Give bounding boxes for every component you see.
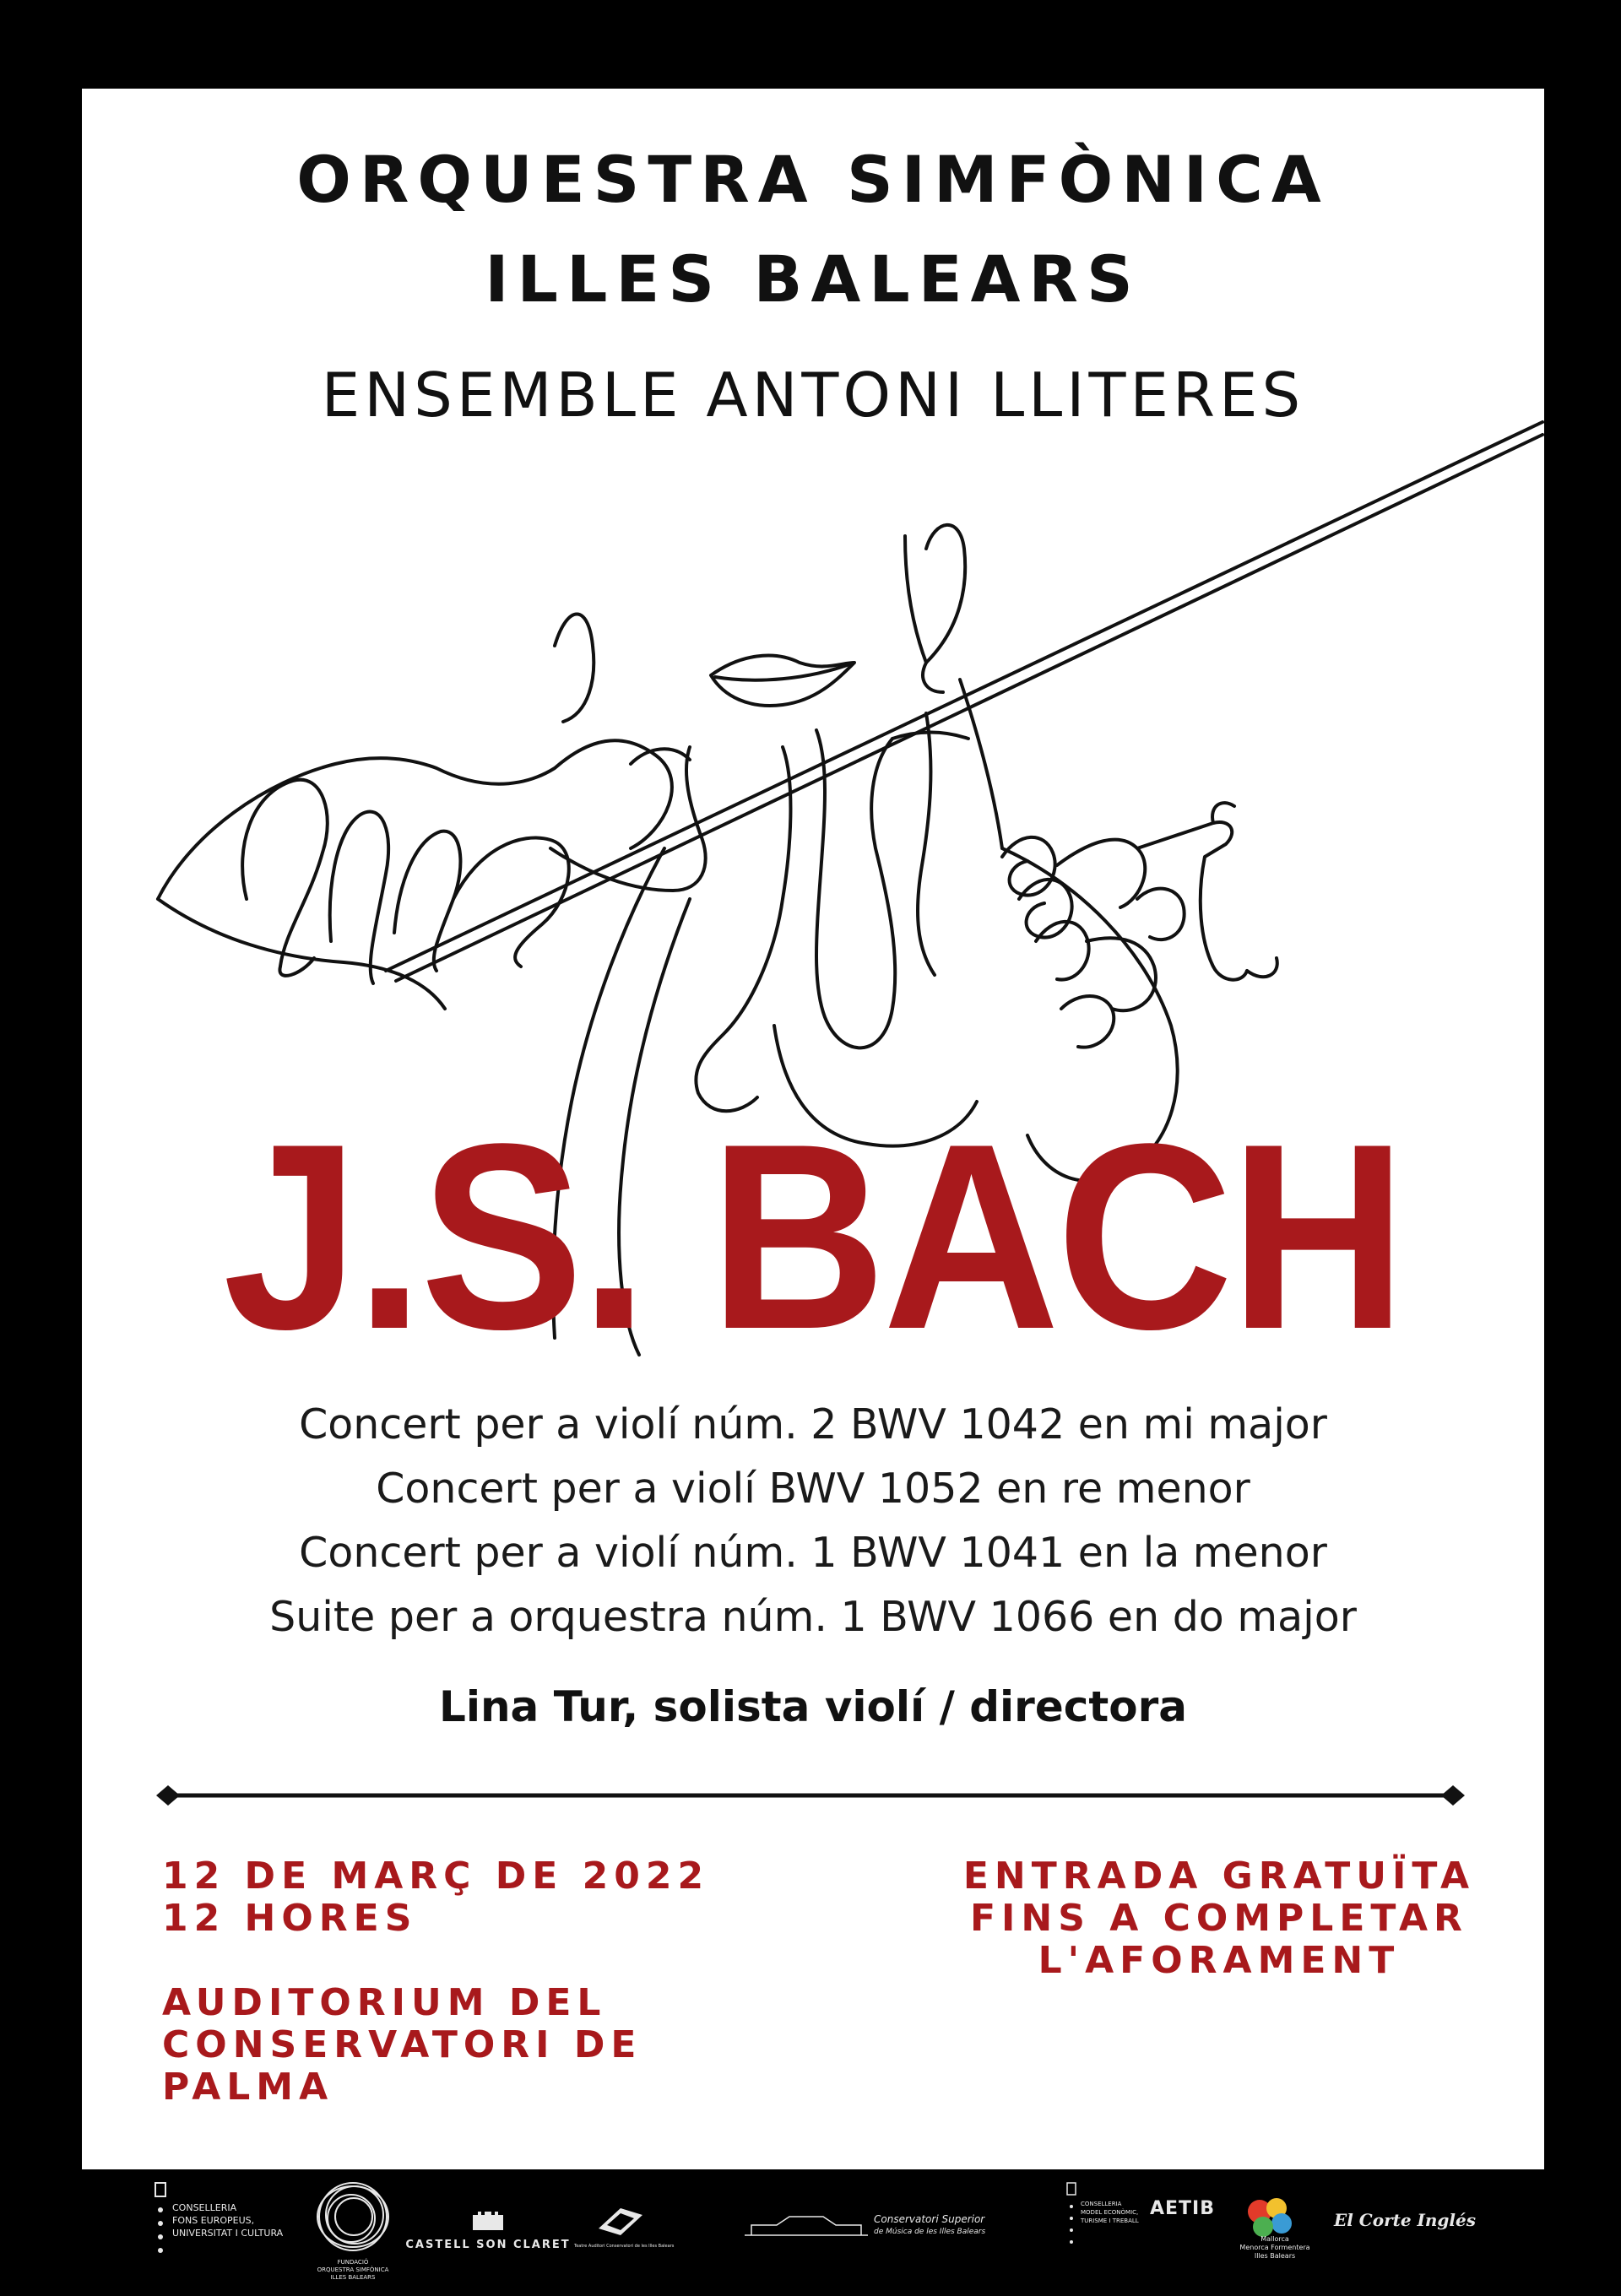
turisme-line: TURISME I TREBALL: [1081, 2217, 1139, 2224]
govern-crest-icon: [1065, 2181, 1077, 2266]
orchestra-name-line2: ILLES BALEARS: [485, 241, 1141, 317]
fundacio-line: ILLES BALEARS: [330, 2274, 376, 2281]
venue-line: CONSERVATORI DE: [162, 2023, 642, 2066]
illes-line: Illes Balears: [1254, 2252, 1296, 2260]
fundacio-line: ORQUESTRA SIMFÒNICA: [317, 2266, 389, 2273]
program-item: Concert per a violí BWV 1052 en re menor: [376, 1465, 1250, 1513]
conservatori-line: Conservatori Superior: [874, 2213, 985, 2225]
govern-crest-icon: [152, 2181, 171, 2274]
venue-line: AUDITORIUM DEL: [162, 1981, 607, 2024]
logo-aetib: AETIB: [1150, 2198, 1216, 2219]
conservatori-line: de Música de les Illes Balears: [874, 2228, 986, 2236]
sponsor-strip: [0, 2169, 1621, 2296]
event-date: 12 DE MARÇ DE 2022: [162, 1855, 710, 1898]
entry-line: FINS A COMPLETAR: [969, 1897, 1468, 1940]
entry-line: L'AFORAMENT: [1038, 1939, 1401, 1982]
venue-line: PALMA: [162, 2066, 334, 2109]
conselleria-line: CONSELLERIA: [172, 2202, 237, 2213]
conselleria-line: UNIVERSITAT I CULTURA: [172, 2228, 284, 2239]
fundacio-line: FUNDACIÓ: [337, 2259, 369, 2266]
composer-title: J.S. BACH: [222, 1089, 1404, 1384]
orchestra-name-line1: ORQUESTRA SIMFÒNICA: [296, 142, 1330, 217]
logo-fundacio-orquestra: [302, 2174, 404, 2282]
logo-castell-son-claret: [404, 2210, 572, 2251]
divider-line: [156, 1779, 1465, 1812]
date-time: [162, 1855, 709, 1940]
program-item: Concert per a violí núm. 1 BWV 1041 en la menor: [299, 1529, 1327, 1577]
auditorium-icon: [595, 2203, 646, 2240]
logo-teatre-auditori: [574, 2203, 675, 2250]
conselleria-line: FONS EUROPEUS,: [172, 2215, 255, 2226]
program-item: Suite per a orquestra núm. 1 BWV 1066 en do major: [269, 1593, 1357, 1641]
entry-line: ENTRADA GRATUÏTA: [962, 1855, 1475, 1898]
building-outline-icon: [743, 2210, 870, 2240]
entry-info: [963, 1855, 1475, 1982]
illes-line: Menorca Formentera: [1239, 2244, 1310, 2251]
program-item: Concert per a violí núm. 2 BWV 1042 en mi major: [299, 1400, 1327, 1449]
logo-el-corte-ingles: El Corte Inglés: [1334, 2210, 1476, 2230]
venue: [162, 1982, 642, 2109]
turisme-line: MODEL ECONÒMIC,: [1081, 2209, 1139, 2216]
program-list: [82, 1393, 1544, 1649]
event-time: 12 HORES: [162, 1897, 418, 1940]
turisme-line: CONSELLERIA: [1081, 2201, 1122, 2207]
ensemble-name: ENSEMBLE ANTONI LLITERES: [321, 360, 1305, 430]
illes-line: Mallorca: [1260, 2235, 1289, 2243]
soloist-credit: Lina Tur, solista violí / directora: [438, 1682, 1188, 1731]
castell-label: CASTELL SON CLARET: [405, 2239, 571, 2251]
teatre-label: Teatre Auditori Conservatori de les Illes Balears: [574, 2244, 675, 2249]
castle-icon: [469, 2210, 507, 2232]
poster: [82, 89, 1544, 2169]
orchestra-ring-icon: [306, 2174, 399, 2259]
